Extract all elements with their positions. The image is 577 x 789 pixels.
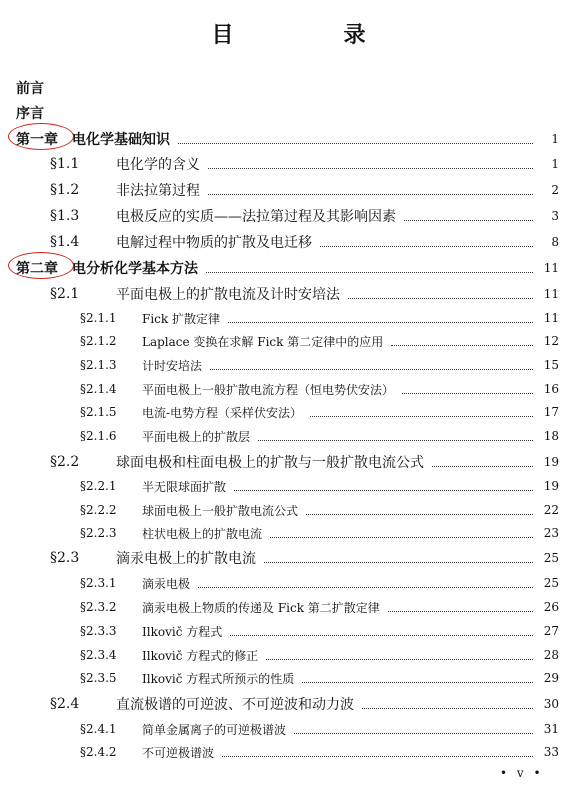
subsection-number: §2.1.6 bbox=[80, 429, 117, 443]
subsection-number: §2.2.3 bbox=[80, 526, 117, 540]
page-footer: • v • bbox=[500, 766, 544, 780]
page-number: 1 bbox=[551, 157, 559, 171]
subsection-title: Ilkovič 方程式的修正 bbox=[142, 648, 259, 663]
subsection-title: 柱状电极上的扩散电流 bbox=[142, 526, 263, 541]
page-number: 33 bbox=[543, 745, 559, 759]
dot-leader bbox=[270, 537, 533, 538]
dot-leader bbox=[178, 143, 533, 144]
page-number: 25 bbox=[543, 576, 559, 590]
page-number: 11 bbox=[543, 261, 559, 275]
front-matter-title: 前言 bbox=[16, 81, 44, 97]
toc-subsection[interactable] bbox=[0, 378, 577, 400]
page-number: 26 bbox=[543, 600, 559, 614]
toc-entry-foreword[interactable] bbox=[0, 102, 577, 124]
toc-subsection[interactable] bbox=[0, 667, 577, 689]
toc-entry-preface[interactable] bbox=[0, 77, 577, 99]
page-number: 30 bbox=[543, 697, 559, 711]
subsection-number: §2.1.3 bbox=[80, 358, 117, 372]
subsection-number: §2.4.1 bbox=[80, 722, 117, 736]
toc-subsection[interactable] bbox=[0, 718, 577, 740]
page-number: 23 bbox=[543, 526, 559, 540]
page-number: 11 bbox=[543, 287, 559, 301]
dot-leader bbox=[222, 756, 533, 757]
subsection-number: §2.1.4 bbox=[80, 382, 117, 396]
page-number: 12 bbox=[543, 334, 559, 348]
subsection-title: 不可逆极谱波 bbox=[142, 745, 215, 760]
section-title: 直流极谱的可逆波、不可逆波和动力波 bbox=[116, 697, 354, 713]
toc-section[interactable] bbox=[0, 283, 577, 305]
dot-leader bbox=[234, 490, 533, 491]
section-title: 球面电极和柱面电极上的扩散与一般扩散电流公式 bbox=[116, 455, 424, 471]
toc-section[interactable] bbox=[0, 153, 577, 175]
subsection-title: 平面电极上的扩散层 bbox=[142, 429, 251, 444]
front-matter-title: 序言 bbox=[16, 106, 44, 122]
dot-leader bbox=[230, 635, 533, 636]
subsection-title: Fick 扩散定律 bbox=[142, 311, 220, 326]
toc-chapter-2[interactable] bbox=[0, 257, 577, 279]
subsection-title: Ilkovič 方程式 bbox=[142, 624, 223, 639]
section-number: §2.1 bbox=[50, 286, 80, 302]
page-number: 31 bbox=[543, 722, 559, 736]
subsection-title: 半无限球面扩散 bbox=[142, 479, 227, 494]
dot-leader bbox=[404, 220, 533, 221]
section-title: 电极反应的实质——法拉第过程及其影响因素 bbox=[116, 209, 396, 225]
toc-subsection[interactable] bbox=[0, 307, 577, 329]
dot-leader bbox=[306, 514, 533, 515]
dot-leader bbox=[208, 168, 533, 169]
dot-leader bbox=[258, 440, 533, 441]
subsection-number: §2.2.1 bbox=[80, 479, 117, 493]
section-title: 滴汞电极上的扩散电流 bbox=[116, 551, 256, 567]
toc-section[interactable] bbox=[0, 693, 577, 715]
toc-section[interactable] bbox=[0, 451, 577, 473]
toc-subsection[interactable] bbox=[0, 741, 577, 763]
toc-subsection[interactable] bbox=[0, 330, 577, 352]
toc-subsection[interactable] bbox=[0, 475, 577, 497]
subsection-title: 平面电极上一般扩散电流方程（恒电势伏安法） bbox=[142, 382, 395, 397]
dot-leader bbox=[388, 611, 533, 612]
dot-leader bbox=[264, 562, 533, 563]
subsection-title: Ilkovič 方程式所预示的性质 bbox=[142, 671, 295, 686]
dot-leader bbox=[432, 466, 533, 467]
subsection-title: 滴汞电极上物质的传递及 Fick 第二扩散定律 bbox=[142, 600, 380, 615]
subsection-number: §2.4.2 bbox=[80, 745, 117, 759]
page-title: 目 录 bbox=[211, 23, 410, 48]
dot-leader bbox=[228, 322, 533, 323]
page-number: 11 bbox=[543, 311, 559, 325]
subsection-title: 球面电极上一般扩散电流公式 bbox=[142, 503, 299, 518]
dot-leader bbox=[320, 246, 533, 247]
subsection-number: §2.3.4 bbox=[80, 648, 117, 662]
dot-leader bbox=[210, 369, 533, 370]
page-number: 1 bbox=[551, 132, 559, 146]
subsection-title: Laplace 变换在求解 Fick 第二定律中的应用 bbox=[142, 334, 384, 349]
section-number: §2.3 bbox=[50, 550, 80, 566]
section-number: §2.4 bbox=[50, 696, 80, 712]
subsection-title: 滴汞电极 bbox=[142, 576, 191, 591]
toc-section[interactable] bbox=[0, 179, 577, 201]
section-title: 电化学的含义 bbox=[116, 157, 200, 173]
toc-subsection[interactable] bbox=[0, 401, 577, 423]
toc-subsection[interactable] bbox=[0, 596, 577, 618]
dot-leader bbox=[402, 393, 533, 394]
page-number: 18 bbox=[543, 429, 559, 443]
dot-leader bbox=[198, 587, 533, 588]
dot-leader bbox=[266, 659, 533, 660]
toc-subsection[interactable] bbox=[0, 644, 577, 666]
page-number: 8 bbox=[551, 235, 559, 249]
page-number: 15 bbox=[543, 358, 559, 372]
dot-leader bbox=[302, 682, 533, 683]
subsection-number: §2.3.5 bbox=[80, 671, 117, 685]
page-number: 19 bbox=[543, 455, 559, 469]
subsection-number: §2.3.1 bbox=[80, 576, 117, 590]
toc-chapter-1[interactable] bbox=[0, 128, 577, 150]
subsection-number: §2.3.3 bbox=[80, 624, 117, 638]
page-number: 29 bbox=[543, 671, 559, 685]
subsection-title: 简单金属离子的可逆极谱波 bbox=[142, 722, 287, 737]
toc-subsection[interactable] bbox=[0, 522, 577, 544]
dot-leader bbox=[391, 345, 533, 346]
subsection-number: §2.3.2 bbox=[80, 600, 117, 614]
subsection-number: §2.1.5 bbox=[80, 405, 117, 419]
toc-section[interactable] bbox=[0, 231, 577, 253]
toc-subsection[interactable] bbox=[0, 425, 577, 447]
section-title: 电解过程中物质的扩散及电迁移 bbox=[116, 235, 312, 251]
subsection-title: 计时安培法 bbox=[142, 358, 203, 373]
subsection-title: 电流-电势方程（采样伏安法） bbox=[142, 405, 303, 420]
subsection-number: §2.1.2 bbox=[80, 334, 117, 348]
section-number: §1.3 bbox=[50, 208, 80, 224]
dot-leader bbox=[206, 272, 533, 273]
page-number: 22 bbox=[543, 503, 559, 517]
page-number: 28 bbox=[543, 648, 559, 662]
chapter-title: 电分析化学基本方法 bbox=[72, 261, 198, 277]
page-number: 27 bbox=[543, 624, 559, 638]
toc-subsection[interactable] bbox=[0, 572, 577, 594]
section-number: §1.1 bbox=[50, 156, 80, 172]
page-number: 2 bbox=[551, 183, 559, 197]
section-title: 非法拉第过程 bbox=[116, 183, 200, 199]
subsection-number: §2.1.1 bbox=[80, 311, 117, 325]
toc-subsection[interactable] bbox=[0, 354, 577, 376]
dot-leader bbox=[208, 194, 533, 195]
dot-leader bbox=[294, 733, 533, 734]
section-number: §2.2 bbox=[50, 454, 80, 470]
dot-leader bbox=[310, 416, 533, 417]
toc-subsection[interactable] bbox=[0, 499, 577, 521]
section-title: 平面电极上的扩散电流及计时安培法 bbox=[116, 287, 340, 303]
dot-leader bbox=[348, 298, 533, 299]
toc-subsection[interactable] bbox=[0, 620, 577, 642]
toc-section[interactable] bbox=[0, 205, 577, 227]
page-number: 19 bbox=[543, 479, 559, 493]
section-number: §1.2 bbox=[50, 182, 80, 198]
toc-section[interactable] bbox=[0, 547, 577, 569]
page-number: 25 bbox=[543, 551, 559, 565]
subsection-number: §2.2.2 bbox=[80, 503, 117, 517]
section-number: §1.4 bbox=[50, 234, 80, 250]
chapter-title: 电化学基础知识 bbox=[72, 132, 170, 148]
dot-leader bbox=[362, 708, 533, 709]
chapter-label: 第二章 bbox=[16, 258, 58, 278]
page-number: 3 bbox=[551, 209, 559, 223]
page-number: 16 bbox=[543, 382, 559, 396]
chapter-label: 第一章 bbox=[16, 129, 58, 149]
page-number: 17 bbox=[543, 405, 559, 419]
